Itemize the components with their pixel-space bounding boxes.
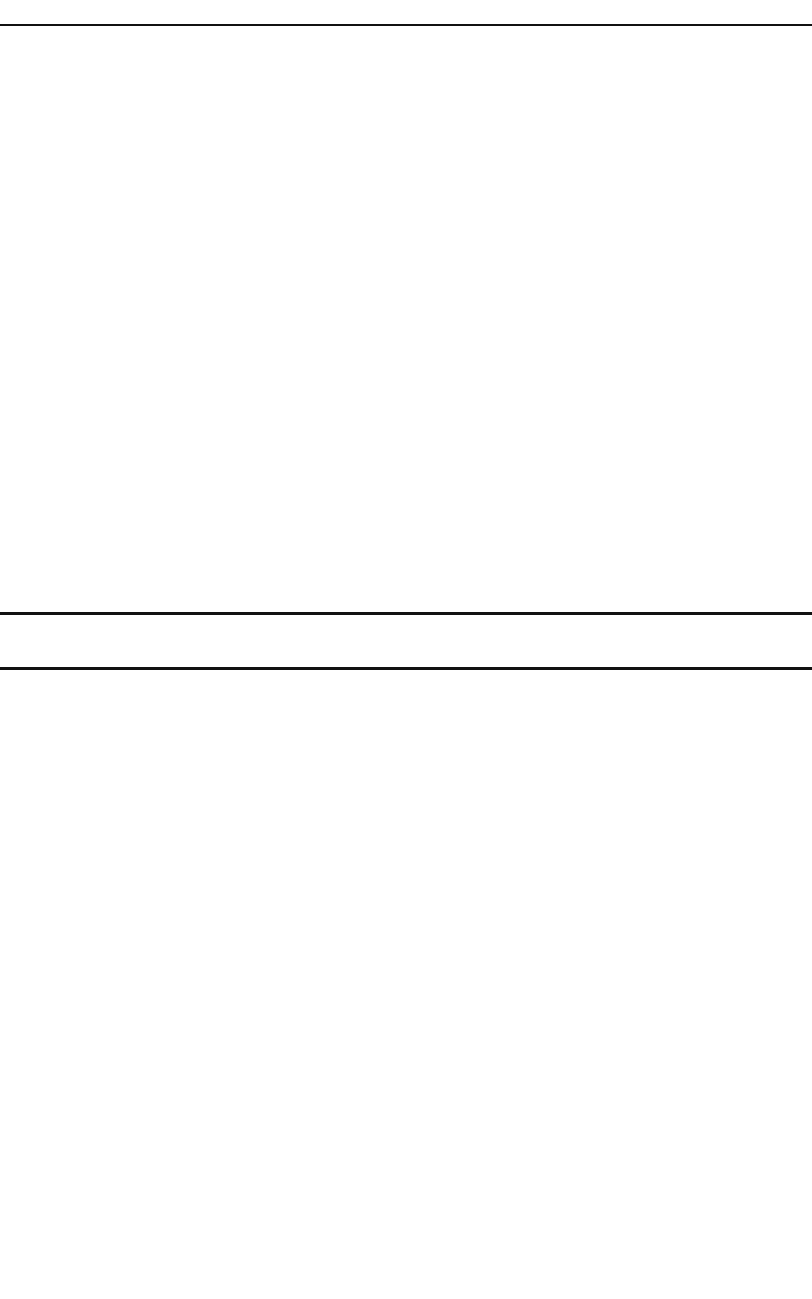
help-wanted-section [0, 40, 812, 610]
home-service-guide-banner [0, 612, 812, 670]
page-header [0, 0, 812, 26]
service-guide-section [0, 670, 812, 1290]
